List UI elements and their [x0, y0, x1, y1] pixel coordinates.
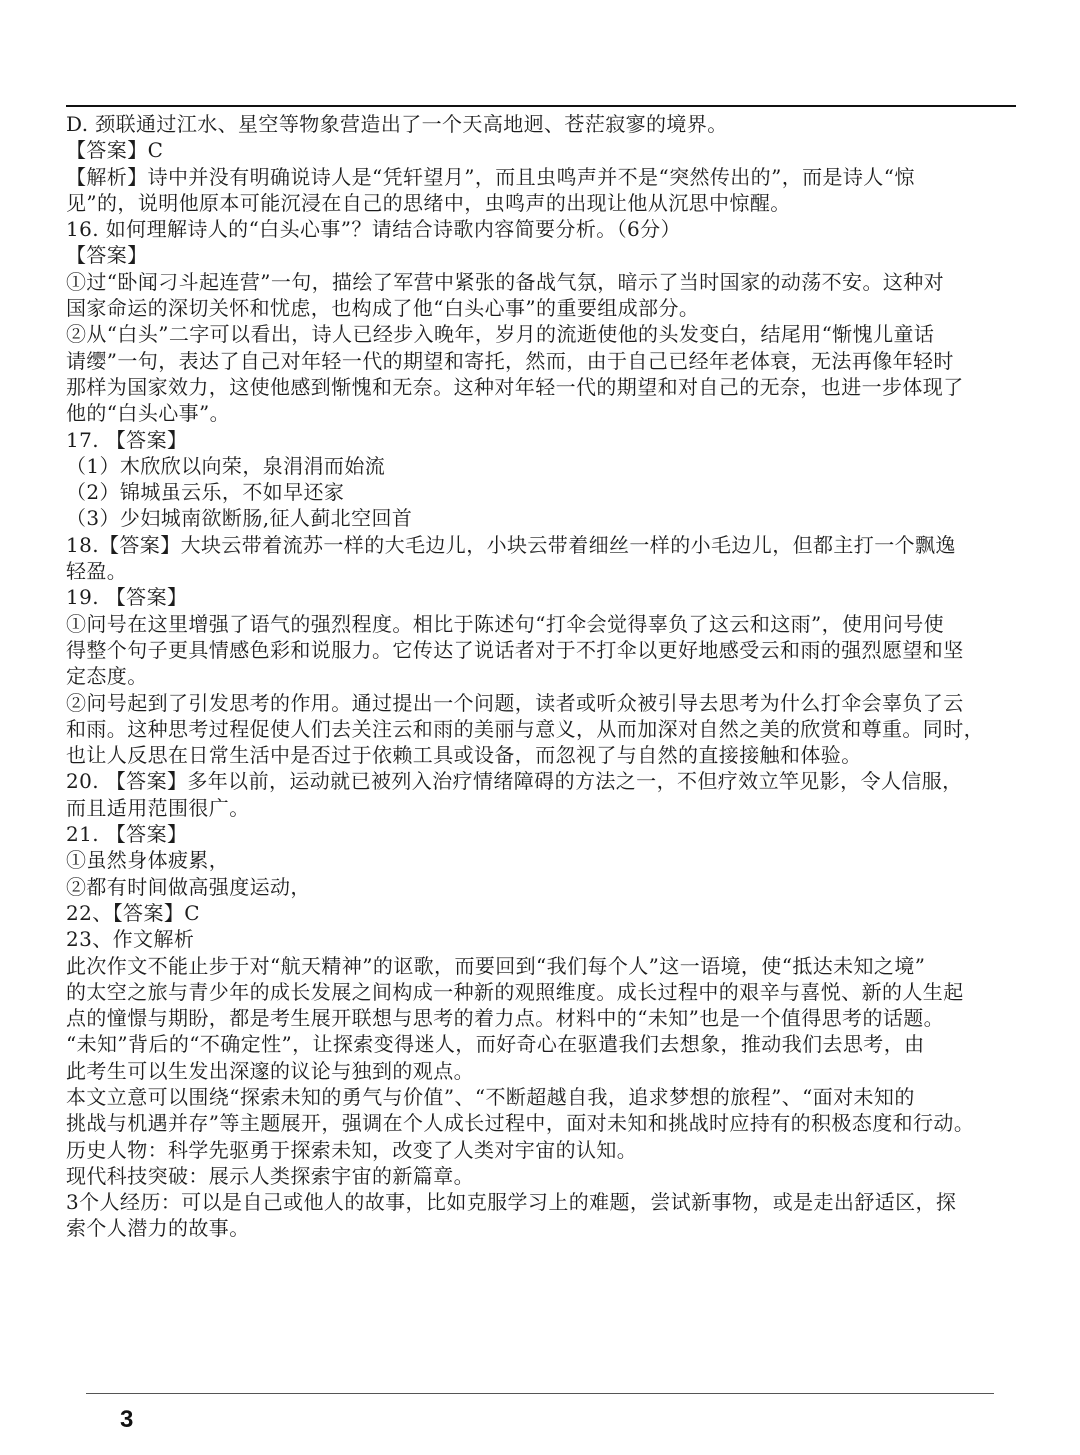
text-line: 国家命运的深切关怀和忧虑，也构成了他“白头心事”的重要组成部分。: [66, 296, 700, 321]
text-line: 索个人潜力的故事。: [66, 1216, 250, 1241]
text-line: 3个人经历：可以是自己或他人的故事，比如克服学习上的难题，尝试新事物，或是走出舒适区，探: [66, 1190, 957, 1215]
text-line: 22、【答案】C: [66, 900, 200, 925]
text-line: 得整个句子更具情感色彩和说服力。它传达了说话者对于不打伞以更好地感受云和雨的强烈愿望和坚: [66, 637, 964, 662]
text-line: 现代科技突破：展示人类探索宇宙的新篇章。: [66, 1163, 474, 1188]
text-line: 此考生可以生发出深邃的议论与独到的观点。: [66, 1058, 474, 1083]
text-line: 历史人物：科学先驱勇于探索未知，改变了人类对宇宙的认知。: [66, 1137, 638, 1162]
text-line: 挑战与机遇并存”等主题展开，强调在个人成长过程中，面对未知和挑战时应持有的积极态度和行动。: [66, 1111, 975, 1136]
text-line: 他的“白头心事”。: [66, 401, 231, 426]
text-line: “未知”背后的“不确定性”，让探索变得迷人，而好奇心在驱遣我们去想象，推动我们去思考，由: [66, 1032, 925, 1057]
text-line: 定态度。: [66, 664, 148, 689]
text-line: 【答案】C: [66, 138, 164, 163]
text-line: （2）锦城虽云乐，不如早还家: [66, 480, 345, 505]
text-line: 见”的，说明他原本可能沉浸在自己的思绪中，虫鸣声的出现让他从沉思中惊醒。: [66, 190, 791, 215]
text-line: ①过“卧闻刁斗起连营”一句，描绘了军营中紧张的备战气氛，暗示了当时国家的动荡不安。这种对: [66, 269, 945, 294]
text-line: 16. 如何理解诗人的“白头心事”？请结合诗歌内容简要分析。（6分）: [66, 217, 681, 242]
footer-rule: [86, 1393, 994, 1394]
text-line: ①虽然身体疲累，: [66, 848, 230, 873]
text-line: 21. 【答案】: [66, 822, 188, 847]
document-body: [66, 111, 1016, 1242]
text-line: 的太空之旅与青少年的成长发展之间构成一种新的观照维度。成长过程中的艰辛与喜悦、新的人生起: [66, 979, 964, 1004]
text-line: 请缨”一句，表达了自己对年轻一代的期望和寄托，然而，由于自己已经年老体衰，无法再像年轻时: [66, 348, 954, 373]
text-line: 23、作文解析: [66, 927, 195, 952]
text-line: 和雨。这种思考过程促使人们去关注云和雨的美丽与意义，从而加深对自然之美的欣赏和尊重。同时，: [66, 716, 984, 741]
text-line: （1）木欣欣以向荣，泉涓涓而始流: [66, 453, 386, 478]
text-line: 本文立意可以围绕“探索未知的勇气与价值”、“不断超越自我，追求梦想的旅程”、“面对未知的: [66, 1084, 915, 1109]
text-line: 【解析】诗中并没有明确说诗人是“凭轩望月”，而且虫鸣声并不是“突然传出的”，而是诗人“惊: [66, 164, 915, 189]
text-line: 20. 【答案】多年以前，运动就已被列入治疗情绪障碍的方法之一，不但疗效立竿见影，令人信服，: [66, 769, 963, 794]
text-line: ①问号在这里增强了语气的强烈程度。相比于陈述句“打伞会觉得辜负了这云和这雨”，使用问号使: [66, 611, 945, 636]
page-number: 3: [120, 1406, 134, 1433]
text-line: 此次作文不能止步于对“航天精神”的讴歌，而要回到“我们每个人”这一语境，使“抵达未知之境”: [66, 953, 926, 978]
text-line: 那样为国家效力，这使他感到惭愧和无奈。这种对年轻一代的期望和对自己的无奈，也进一步体现了: [66, 374, 964, 399]
text-line: ②从“白头”二字可以看出，诗人已经步入晚年，岁月的流逝使他的头发变白，结尾用“惭愧儿童话: [66, 322, 935, 347]
text-line: D. 颈联通过江水、星空等物象营造出了一个天高地迥、苍茫寂寥的境界。: [66, 112, 728, 136]
text-line: 17. 【答案】: [66, 427, 188, 452]
text-line: ②问号起到了引发思考的作用。通过提出一个问题，读者或听众被引导去思考为什么打伞会辜负了云: [66, 690, 964, 715]
text-line: 轻盈。: [66, 559, 128, 584]
text-line: ②都有时间做高强度运动，: [66, 874, 311, 899]
text-line: 而且适用范围很广。: [66, 795, 250, 820]
text-line: 19. 【答案】: [66, 585, 188, 610]
text-line: 18.【答案】大块云带着流苏一样的大毛边儿，小块云带着细丝一样的小毛边儿，但都主打一个飘逸: [66, 532, 956, 557]
header-rule: [66, 105, 1016, 107]
text-line: 【答案】: [66, 243, 148, 268]
text-line: 也让人反思在日常生活中是否过于依赖工具或设备，而忽视了与自然的直接接触和体验。: [66, 743, 862, 768]
text-line: （3）少妇城南欲断肠,征人蓟北空回首: [66, 506, 413, 531]
text-line: 点的憧憬与期盼，都是考生展开联想与思考的着力点。材料中的“未知”也是一个值得思考的话题。: [66, 1006, 945, 1031]
